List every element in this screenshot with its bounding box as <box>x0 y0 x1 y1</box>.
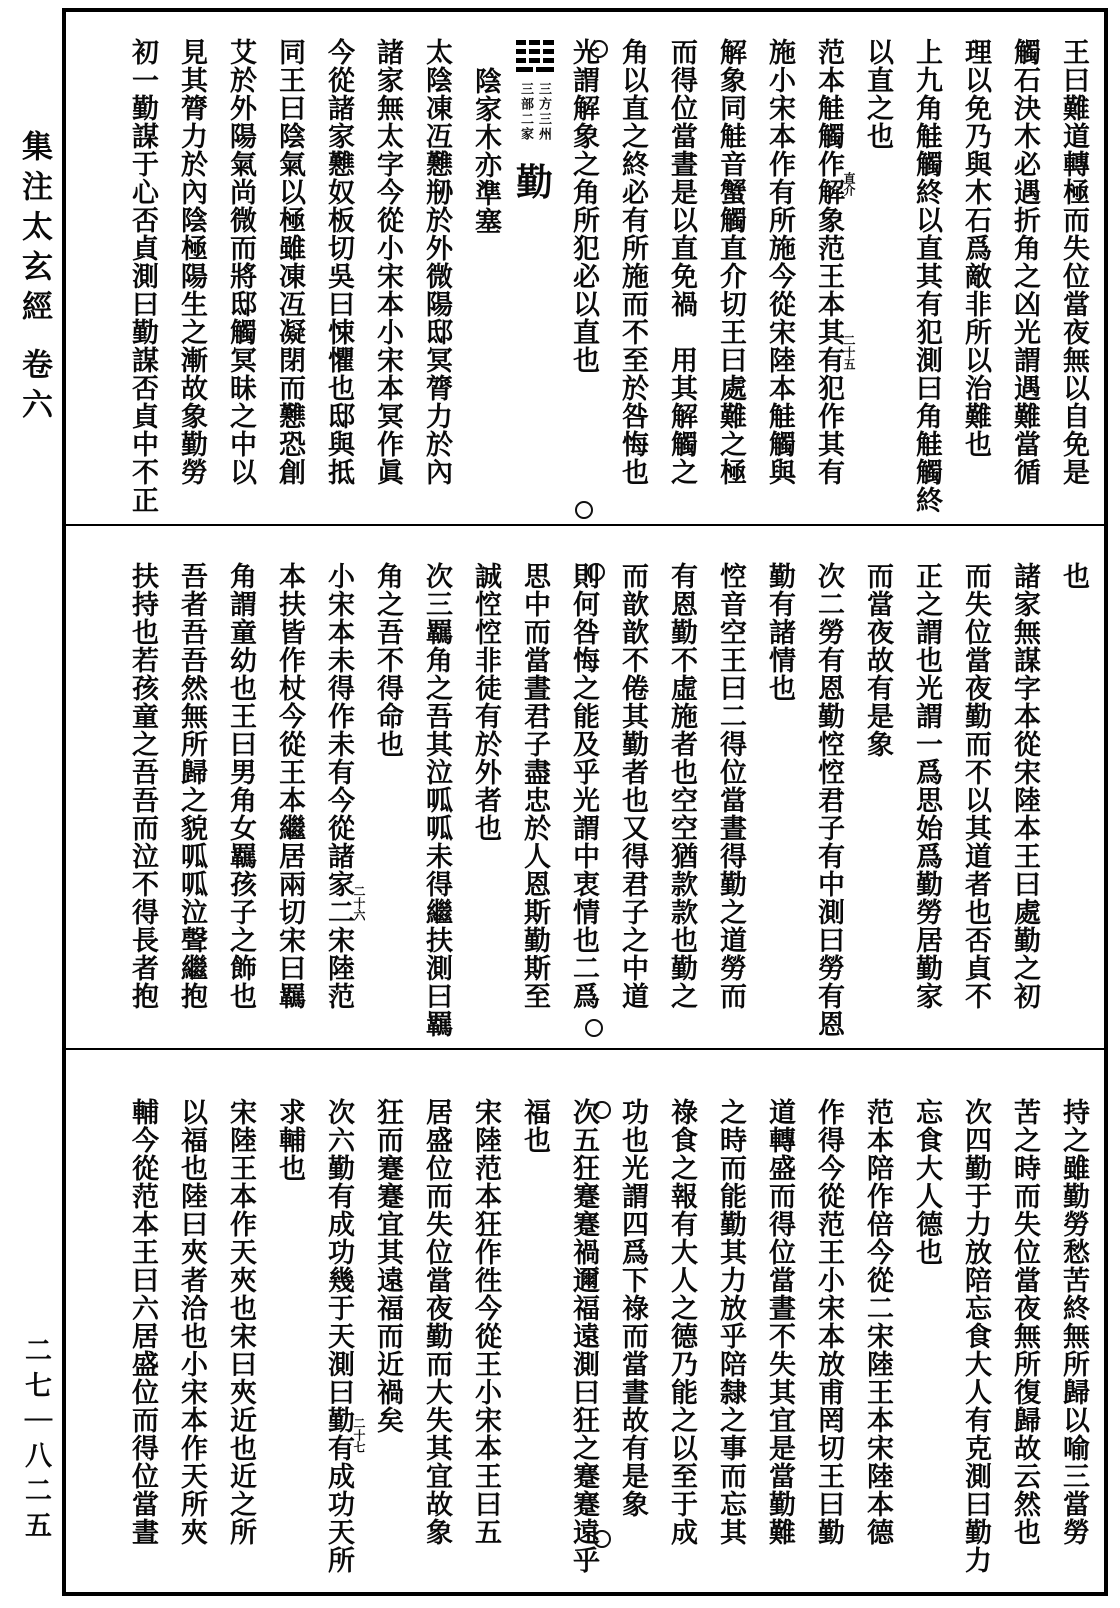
book-title-text: 集注太玄經 <box>16 130 52 330</box>
text-column: 今從諸家戁奴板切吳曰悚懼也邸與抵 <box>323 38 354 486</box>
text-column: 宋陸王本作天夾也宋曰夾近也近之所 <box>225 1098 256 1546</box>
interlinear-note: 二十六 <box>352 884 366 921</box>
text-column: 誠悾悾非徒有於外者也 <box>470 562 501 842</box>
text-column: 之時而能勤其力放乎陪隸之事而忘其 <box>715 1098 746 1546</box>
text-column: 有恩勤不虛施者也空空猶款款也勤之 <box>666 562 697 1010</box>
text-column: 次六勤有成功幾于天測曰勤有成功天所 二十七 <box>323 1098 366 1574</box>
text-column: 福也 <box>519 1098 550 1154</box>
text-frame <box>62 8 1108 1596</box>
text-column: 功也光謂四爲下祿而當晝故有是象 <box>617 1098 648 1518</box>
section-circle-mark <box>575 501 593 519</box>
volume-label: 卷六 <box>16 348 52 428</box>
text-column: 思中而當晝君子盡忠於人恩斯勤斯至 <box>519 562 550 1010</box>
text-column: 上九角觟觸終以直其有犯測曰角觟觸終 <box>911 38 942 514</box>
text-column: 而得位當晝是以直免禍 用其解觸之 <box>666 38 697 486</box>
text-column: 本扶皆作杖今從王本繼居兩切宋曰羈 <box>274 562 305 1010</box>
text-column: 施小宋本作有所施今從宋陸本觟觸與 <box>764 38 795 486</box>
tetragram-icon <box>516 40 554 72</box>
book-title <box>12 130 57 428</box>
text-column: 角謂童幼也王曰男角女羈孩子之飾也 <box>225 562 256 1010</box>
text-column: 光謂解象之角所犯必以直也 <box>568 38 599 374</box>
text-column: 持之雖勤勞愁苦終無所歸以喻三當勞 <box>1058 1098 1089 1546</box>
text-column: 同王曰陰氣以極雖凍冱凝閉而戁恐創 <box>274 38 305 486</box>
text-column: 見其膂力於內陰極陽生之漸故象勤勞 <box>176 38 207 486</box>
text-column: 角之吾不得命也 <box>372 562 403 758</box>
text-column: 而當夜故有是象 <box>862 562 893 758</box>
text-column: 范本觟觸作解象范王本其有犯作其有 直介 二十五 <box>813 38 856 486</box>
section-circle-mark <box>585 1019 603 1037</box>
text-column: 艾於外陽氣尚微而將邸觸冥昧之中以 <box>225 38 256 486</box>
register-bottom <box>66 1050 1104 1592</box>
text-column: 輔今從范本王曰六居盛位而得位當晝 <box>127 1098 158 1546</box>
text-column: 而失位當夜勤而不以其道者也否貞不 <box>960 562 991 1010</box>
text-column: 陰家木亦準塞 <box>470 67 501 235</box>
text-column: 忘食大人德也 <box>911 1098 942 1266</box>
text-column: 宋陸范本狂作徃今從王小宋本王曰五 <box>470 1098 501 1546</box>
text-column: 求輔也 <box>274 1098 305 1182</box>
text-column: 悾音空王曰二得位當晝得勤之道勞而 <box>715 562 746 1010</box>
text-column: 苦之時而失位當夜無所復歸故云然也 <box>1009 1098 1040 1546</box>
text-column: 諸家無謀字本從宋陸本王曰處勤之初 <box>1009 562 1040 1010</box>
text-column: 角以直之終必有所施而不至於咎悔也 <box>617 38 648 486</box>
text-column: 狂而蹇蹇宜其遠福而近禍矣 <box>372 1098 403 1434</box>
text-column: 初一勤謀于心否貞測曰勤謀否貞中不正 <box>127 38 158 514</box>
interlinear-note: 二十五 <box>842 333 856 370</box>
head-label-left: 三部二家 <box>518 82 533 142</box>
text-column: 范本陪作倍今從二宋陸王本宋陸本德 <box>862 1098 893 1546</box>
section-circle-mark <box>587 563 605 581</box>
tetragram-head-column <box>510 38 559 206</box>
text-column: 觸石決木必遇折角之凶光謂遇難當循 <box>1009 38 1040 486</box>
text-column: 解象同觟音蟹觸直介切王曰處難之極 <box>715 38 746 486</box>
text-column: 諸家無太字今從小宋本小宋本冥作眞 <box>372 38 403 486</box>
interlinear-note: 二十七 <box>352 1416 366 1453</box>
text-column: 太陰凍冱戁剙於外微陽邸冥膂力於內 <box>421 38 452 486</box>
tetragram-name: 勤 <box>516 161 553 204</box>
text-column: 祿食之報有大人之德乃能之以至于成 <box>666 1098 697 1546</box>
text-column: 理以免乃與木石爲敵非所以治難也 <box>960 38 991 458</box>
section-circle-mark <box>593 1530 611 1548</box>
text-column: 吾者吾吾然無所歸之貌呱呱泣聲繼抱 <box>176 562 207 1010</box>
text-column: 居盛位而失位當夜勤而大失其宜故象 <box>421 1098 452 1546</box>
text-column: 次三羈角之吾其泣呱呱未得繼扶測曰羈 <box>421 562 452 1038</box>
text-column: 以福也陸曰夾者洽也小宋本作天所夾 <box>176 1098 207 1546</box>
text-column: 正之謂也光謂一爲思始爲勤勞居勤家 <box>911 562 942 1010</box>
head-label-right: 三方三州 <box>536 82 551 142</box>
text-column: 則何咎悔之能及乎光謂中衷情也二爲 <box>568 562 599 1010</box>
text-column: 次四勤于力放陪忘食大人有克測曰勤力 <box>960 1098 991 1574</box>
register-top <box>66 12 1104 524</box>
text-column: 而歆歆不倦其勤者也又得君子之中道 <box>617 562 648 1010</box>
text-column: 扶持也若孩童之吾吾而泣不得長者抱 <box>127 562 158 1010</box>
register-middle <box>66 526 1104 1048</box>
text-column: 王曰難道轉極而失位當夜無以自免是 <box>1058 38 1089 486</box>
text-column: 也 <box>1058 562 1089 590</box>
text-column: 勤有諸情也 <box>764 562 795 702</box>
text-column: 次五狂蹇蹇禍邇福遠測曰狂之蹇蹇遠乎 <box>568 1098 599 1574</box>
text-column: 小宋本未得作未有今從諸家二宋陸范 二十六 <box>323 562 366 1010</box>
text-column: 道轉盛而得位當晝不失其宜是當勤難 <box>764 1098 795 1546</box>
interlinear-note: 直介 <box>842 172 856 197</box>
page-number: 二七｜八二五 <box>20 1336 51 1546</box>
text-column: 次二勞有恩勤悾悾君子有中測曰勞有恩 <box>813 562 844 1038</box>
text-column: 作得今從范王小宋本放甫罔切王曰勤 <box>813 1098 844 1546</box>
text-column: 以直之也 <box>862 38 893 150</box>
